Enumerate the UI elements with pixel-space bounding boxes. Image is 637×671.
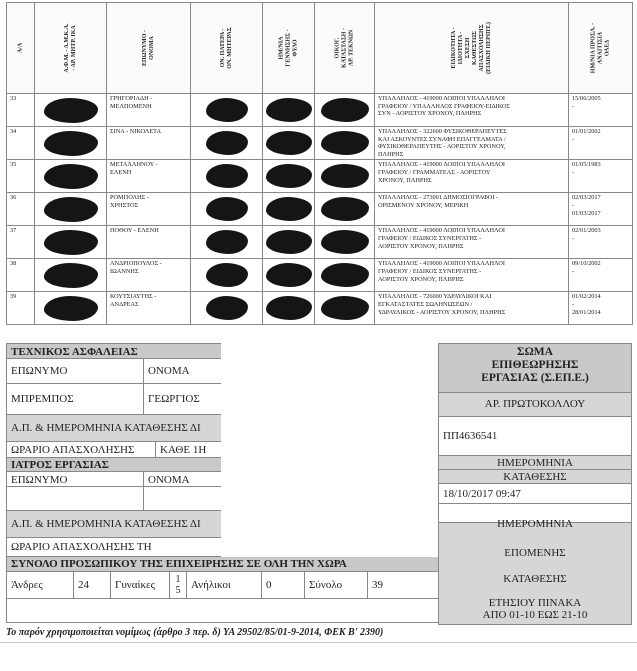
afm-cell — [35, 193, 107, 226]
hire-date-cell: 01/02/2014 - 28/01/2014 — [569, 292, 633, 325]
safety-hours-label: ΩΡΑΡΙΟ ΑΠΑΣΧΟΛΗΣΗΣ — [6, 441, 156, 458]
specialty-cell: ΥΠΑΛΛΗΛΟΣ - 726000 ΥΔΡΑΥΛΙΚΟΙ ΚΑΙ ΕΓΚΑΤΑΣΤΑΤΕΣ ΣΩΛΗΝΩΣΕΩΝ / ΥΔΡΑΥΛΙΚΟΣ - ΑΟΡΙΣΤΟΥ ΧΡΟΝΟΥ, ΠΛΗΡΗΣ — [375, 292, 569, 325]
specialty-cell: ΥΠΑΛΛΗΛΟΣ - 273001 ΔΗΜΟΣΙΟΓΡΑΦΟΙ - ΟΡΙΣΜΕΝΟΥ ΧΡΟΝΟΥ, ΜΕΡΙΚΗ — [375, 193, 569, 226]
header-name: ΕΠΩΝΥΜΟ - ΟΝΟΜΑ — [107, 3, 191, 94]
parents-cell — [191, 292, 263, 325]
protocol-label: ΑΡ. ΠΡΩΤΟΚΟΛΛΟΥ — [438, 392, 632, 417]
birth-cell — [263, 94, 315, 127]
family-cell — [315, 226, 375, 259]
redaction-mark — [321, 263, 369, 287]
row-number: 36 — [7, 193, 35, 226]
birth-cell — [263, 292, 315, 325]
family-cell — [315, 259, 375, 292]
redaction-mark — [44, 230, 98, 255]
row-number: 35 — [7, 160, 35, 193]
totals-women-value: 1 5 — [169, 571, 187, 599]
name-cell: ΑΝΔΡΙΟΠΟΥΛΟΣ - ΙΩΑΝΝΗΣ — [107, 259, 191, 292]
doctor-hours-label: ΩΡΑΡΙΟ ΑΠΑΣΧΟΛΗΣΗΣ ΤΗ — [6, 537, 439, 557]
doctor-name-label: ΟΝΟΜΑ — [143, 471, 439, 487]
sepe-title: ΣΩΜΑ ΕΠΙΘΕΩΡΗΣΗΣ ΕΡΓΑΣΙΑΣ (Σ.ΕΠ.Ε.) — [438, 343, 632, 393]
name-cell: ΡΟΜΠΟΛΗΣ - ΧΡΗΣΤΟΣ — [107, 193, 191, 226]
totals-minors-value: 0 — [261, 571, 305, 599]
redaction-mark — [206, 197, 248, 221]
redaction-mark — [321, 197, 369, 221]
totals-women-label: Γυναίκες — [110, 571, 170, 599]
name-cell: ΠΟΘΟΥ - ΕΛΕΝΗ — [107, 226, 191, 259]
redaction-mark — [206, 98, 248, 122]
specialty-cell: ΥΠΑΛΛΗΛΟΣ - 419000 ΛΟΙΠΟΙ ΥΠΑΛΛΗΛΟΙ ΓΡΑΦΕΙΟΥ / ΥΠΑΛΛΗΛΟΣ ΓΡΑΦΕΙΟΥ-ΕΙΔΙΚΟΣ ΣΥΝ - ΑΟΡΙΣΤΟΥ ΧΡΟΝΟΥ, ΠΛΗΡΗΣ — [375, 94, 569, 127]
totals-men-label: Άνδρες — [6, 571, 74, 599]
afm-cell — [35, 160, 107, 193]
redaction-mark — [206, 296, 248, 320]
redaction-mark — [44, 263, 98, 288]
birth-cell — [263, 160, 315, 193]
name-cell: ΣΙΝΑ - ΝΙΚΟΛΕΤΑ — [107, 127, 191, 160]
safety-ap-label: Α.Π. & ΗΜΕΡΟΜΗΝΙΑ ΚΑΤΑΘΕΣΗΣ ΔΙ — [6, 414, 439, 442]
safety-name-label: ΟΝΟΜΑ — [143, 358, 439, 384]
afm-cell — [35, 259, 107, 292]
hire-date-cell: 02/03/2017 - 01/03/2017 — [569, 193, 633, 226]
redaction-mark — [321, 296, 369, 320]
specialty-cell: ΥΠΑΛΛΗΛΟΣ - 419000 ΛΟΙΠΟΙ ΥΠΑΛΛΗΛΟΙ ΓΡΑΦΕΙΟΥ / ΓΡΑΜΜΑΤΕΑΣ - ΑΟΡΙΣΤΟΥ ΧΡΟΝΟΥ, ΠΛΗΡΗΣ — [375, 160, 569, 193]
parents-cell — [191, 127, 263, 160]
afm-cell — [35, 94, 107, 127]
family-cell — [315, 292, 375, 325]
next-date-label-4: ΕΤΗΣΙΟΥ ΠΙΝΑΚΑ ΑΠΟ 01-10 ΕΩΣ 21-10 — [482, 597, 588, 621]
birth-cell — [263, 259, 315, 292]
table-row — [7, 292, 633, 325]
redaction-mark — [266, 164, 312, 188]
protocol-value: ΠΠ4636541 — [438, 416, 632, 456]
header-hire-date: ΗΜ/ΝΙΑ ΠΡΟΣΛ. - ΑΝΑΙΤΙΣΙΑ ΟΑΕΔ — [569, 3, 633, 94]
row-number: 34 — [7, 127, 35, 160]
safety-name-value: ΓΕΩΡΓΙΟΣ — [143, 383, 439, 415]
header-specialty: ΕΙΔΙΚΟΤΗΤΑ - ΙΔΙΟΤΗΤΑ - ΣΧΕΣΗ ΚΑΘΕΣΤΩΣ ΑΠΑΣΧΟΛΗΣΗΣ (ΕΙΔΙΚΗ ΠΕΡΙΠΤ.) — [375, 3, 569, 94]
name-cell: ΓΡΗΓΟΡΙΑΔΗ - ΜΕΛΠΟΜΕΝΗ — [107, 94, 191, 127]
table-row — [7, 226, 633, 259]
redaction-mark — [44, 164, 98, 189]
safety-surname-label: ΕΠΩΝΥΜΟ — [6, 358, 144, 384]
redaction-mark — [206, 230, 248, 254]
safety-title: ΤΕΧΝΙΚΟΣ ΑΣΦΑΛΕΙΑΣ — [6, 343, 438, 359]
totals-minors-label: Ανήλικοι — [186, 571, 262, 599]
redaction-mark — [266, 263, 312, 287]
family-cell — [315, 160, 375, 193]
table-row — [7, 94, 633, 127]
doctor-ap-label: Α.Π. & ΗΜΕΡΟΜΗΝΙΑ ΚΑΤΑΘΕΣΗΣ ΔΙ — [6, 510, 439, 538]
redaction-mark — [321, 131, 369, 155]
family-cell — [315, 94, 375, 127]
redaction-mark — [206, 164, 248, 188]
hire-date-cell: 01/01/2002 - — [569, 127, 633, 160]
page-divider — [0, 642, 637, 643]
totals-men-value: 24 — [73, 571, 111, 599]
header-aa: Α/Α — [7, 3, 35, 94]
redaction-mark — [44, 98, 98, 123]
totals-total-value: 39 — [367, 571, 439, 599]
redaction-mark — [321, 98, 369, 122]
redaction-mark — [266, 98, 312, 122]
name-cell: ΜΕΤΑΛΛΗΝΟΥ - ΕΛΕΝΗ — [107, 160, 191, 193]
filing-date-value: 18/10/2017 09:47 — [438, 483, 632, 504]
employee-table — [6, 2, 633, 325]
safety-hours-value: ΚΑΘΕ 1Η — [155, 441, 439, 458]
doctor-surname-value — [6, 486, 144, 511]
header-parents: ΟΝ. ΠΑΤΕΡΑ - ΟΝ. ΜΗΤΕΡΑΣ — [191, 3, 263, 94]
declaration-form — [6, 343, 632, 625]
totals-total-label: Σύνολο — [304, 571, 368, 599]
parents-cell — [191, 94, 263, 127]
legal-footer: Το παρόν χρησιμοποιείται νομίμως (άρθρο 3 περ. δ) ΥΑ 29502/85/01-9-2014, ΦΕΚ Β' 2390) — [6, 627, 384, 638]
redaction-mark — [206, 131, 248, 155]
redaction-mark — [44, 296, 98, 321]
parents-cell — [191, 160, 263, 193]
redaction-mark — [266, 131, 312, 155]
name-cell: ΚΟΥΤΣΙΑΥΤΗΣ - ΑΝΔΡΕΑΣ — [107, 292, 191, 325]
table-row — [7, 193, 633, 226]
redaction-mark — [206, 263, 248, 287]
totals-title: ΣΥΝΟΛΟ ΠΡΟΣΩΠΙΚΟΥ ΤΗΣ ΕΠΙΧΕΙΡΗΣΗΣ ΣΕ ΟΛΗ ΤΗΝ ΧΩΡΑ — [6, 556, 439, 572]
next-date-label-3: ΚΑΤΑΘΕΣΗΣ — [503, 573, 567, 585]
table-row — [7, 259, 633, 292]
row-number: 33 — [7, 94, 35, 127]
hire-date-cell: 01/05/1983 - — [569, 160, 633, 193]
specialty-cell: ΥΠΑΛΛΗΛΟΣ - 419000 ΛΟΙΠΟΙ ΥΠΑΛΛΗΛΟΙ ΓΡΑΦΕΙΟΥ / ΕΙΔΙΚΟΣ ΣΥΝΕΡΓΑΤΗΣ - ΑΟΡΙΣΤΟΥ ΧΡΟΝΟΥ, ΠΛΗΡΗΣ — [375, 226, 569, 259]
birth-cell — [263, 193, 315, 226]
hire-date-cell: 09/10/2002 - — [569, 259, 633, 292]
specialty-cell: ΥΠΑΛΛΗΛΟΣ - 322600 ΦΥΣΙΚΟΘΕΡΑΠΕΥΤΕΣ ΚΑΙ ΑΣΚΟΥΝΤΕΣ ΣΥΝΑΦΗ ΕΠΑΓΓΕΛΜΑΤΑ / ΦΥΣΙΚΟΘΕΡΑΠΕΥΤΗΣ - ΑΟΡΙΣΤΟΥ ΧΡΟΝΟΥ, ΠΛΗΡΗΣ — [375, 127, 569, 160]
hire-date-cell: 15/06/2005 - — [569, 94, 633, 127]
filing-date-label: ΗΜΕΡΟΜΗΝΙΑ — [438, 455, 632, 470]
header-family: ΟΙΚΟΓ. ΚΑΤΑΣΤΑΣΗ - ΑΡ. ΤΕΚΝΩΝ — [315, 3, 375, 94]
redacted-area — [221, 343, 438, 557]
doctor-title: ΙΑΤΡΟΣ ΕΡΓΑΣΙΑΣ — [6, 457, 439, 472]
redaction-mark — [321, 164, 369, 188]
redaction-mark — [266, 197, 312, 221]
table-row — [7, 127, 633, 160]
parents-cell — [191, 226, 263, 259]
totals-blank-row — [6, 598, 439, 623]
redaction-mark — [44, 131, 98, 156]
family-cell — [315, 127, 375, 160]
row-number: 37 — [7, 226, 35, 259]
row-number: 38 — [7, 259, 35, 292]
hire-date-cell: 02/01/2003 - — [569, 226, 633, 259]
afm-cell — [35, 226, 107, 259]
next-date-label-1: ΗΜΕΡΟΜΗΝΙΑ — [497, 518, 573, 530]
next-date-label-2: ΕΠΟΜΕΝΗΣ — [504, 547, 566, 559]
afm-cell — [35, 127, 107, 160]
table-row — [7, 160, 633, 193]
redaction-mark — [44, 197, 98, 222]
specialty-cell: ΥΠΑΛΛΗΛΟΣ - 419000 ΛΟΙΠΟΙ ΥΠΑΛΛΗΛΟΙ ΓΡΑΦΕΙΟΥ / ΕΙΔΙΚΟΣ ΣΥΝΕΡΓΑΤΗΣ - ΑΟΡΙΣΤΟΥ ΧΡΟΝΟΥ, ΠΛΗΡΗΣ — [375, 259, 569, 292]
birth-cell — [263, 226, 315, 259]
redaction-mark — [321, 230, 369, 254]
table-header-row — [7, 3, 633, 94]
header-birth: ΗΜ/ΝΙΑ ΓΕΝΝΗΣΗΣ - ΦΥΛΟ — [263, 3, 315, 94]
redaction-mark — [266, 230, 312, 254]
row-number: 39 — [7, 292, 35, 325]
parents-cell — [191, 193, 263, 226]
header-afm: Α.Φ.Μ. - Α.Μ.Κ.Α. - ΑΡ. ΜΗΤΡ. ΙΚΑ — [35, 3, 107, 94]
safety-surname-value: ΜΠΡΕΜΠΟΣ — [6, 383, 144, 415]
parents-cell — [191, 259, 263, 292]
afm-cell — [35, 292, 107, 325]
filing-date-label-2: ΚΑΤΑΘΕΣΗΣ — [438, 469, 632, 484]
redaction-mark — [266, 296, 312, 320]
doctor-surname-label: ΕΠΩΝΥΜΟ — [6, 471, 144, 487]
family-cell — [315, 193, 375, 226]
birth-cell — [263, 127, 315, 160]
